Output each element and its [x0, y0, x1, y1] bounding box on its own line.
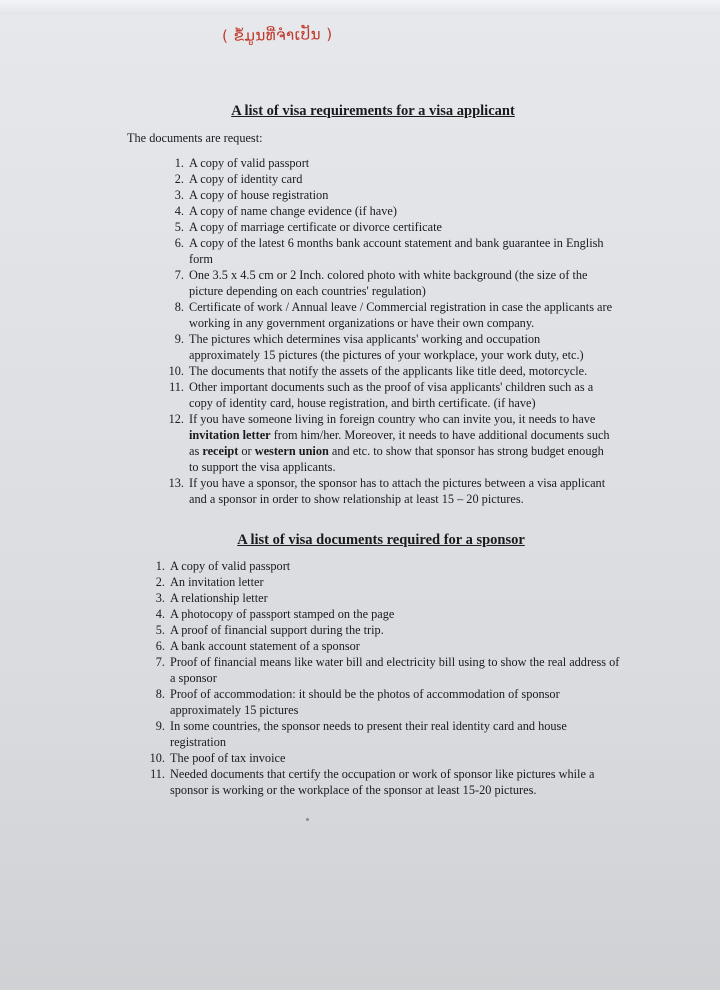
list-item — [145, 638, 620, 654]
sponsor-documents-list — [145, 558, 620, 798]
list-item — [145, 718, 620, 750]
documents-intro: The documents are request: — [127, 131, 263, 145]
list-item-text: A copy of name change evidence (if have) — [189, 204, 397, 218]
list-item-text: A photocopy of passport stamped on the page — [170, 607, 395, 621]
bold-phrase: receipt — [202, 444, 239, 458]
list-item-text: Other important documents such as the proof of visa applicants' children such as a copy of identity card, house registration, and birth certificate. (if have) — [189, 380, 594, 410]
text-run: and etc. to show that sponsor has strong budget enough to support the visa applicants. — [189, 444, 604, 474]
list-item-text: A copy of identity card — [189, 172, 303, 186]
list-item-number: 5. — [174, 220, 184, 234]
list-item-number: 4. — [155, 607, 165, 621]
list-item-number: 11. — [150, 767, 165, 781]
list-item-text: A copy of the latest 6 months bank account statement and bank guarantee in English form — [189, 236, 604, 266]
list-item — [164, 267, 614, 299]
list-item-number: 5. — [155, 623, 165, 637]
list-item-number: 6. — [155, 639, 165, 653]
bold-phrase: western union — [254, 444, 329, 458]
list-item-number: 8. — [174, 300, 184, 314]
list-item — [145, 766, 620, 798]
sponsor-documents-title: A list of visa documents required for a sponsor — [237, 532, 525, 548]
list-item-text: The documents that notify the assets of the applicants like title deed, motorcycle. — [189, 364, 588, 378]
list-item-number: 13. — [168, 476, 184, 490]
list-item — [145, 622, 620, 638]
list-item-text: A proof of financial support during the trip. — [170, 623, 384, 637]
list-item-text: Proof of accommodation: it should be the photos of accommodation of sponsor approximately 15 pictures — [170, 687, 560, 717]
list-item-text: A copy of marriage certificate or divorce certificate — [189, 220, 442, 234]
list-item-number: 7. — [174, 268, 184, 282]
list-item — [145, 558, 620, 574]
list-item-text: An invitation letter — [170, 575, 264, 589]
paper-top-edge — [0, 0, 720, 14]
list-item — [164, 187, 614, 203]
list-item — [164, 219, 614, 235]
list-item-text: A bank account statement of a sponsor — [170, 639, 360, 653]
list-item-text: Needed documents that certify the occupation or work of sponsor like pictures while a sponsor is working or the workplace of the sponsor at least 15-20 pictures. — [170, 767, 595, 797]
list-item-text: A copy of house registration — [189, 188, 329, 202]
list-item — [145, 686, 620, 718]
list-item-number: 12. — [168, 412, 184, 426]
list-item — [164, 363, 614, 379]
bold-phrase: invitation letter — [189, 428, 271, 442]
list-item — [164, 299, 614, 331]
list-item — [164, 411, 614, 475]
list-item-text: A copy of valid passport — [189, 156, 310, 170]
list-item — [145, 654, 620, 686]
list-item-number: 8. — [155, 687, 165, 701]
list-item-number: 2. — [174, 172, 184, 186]
list-item-number: 1. — [155, 559, 165, 573]
list-item-text: A copy of valid passport — [170, 559, 291, 573]
list-item — [164, 379, 614, 411]
list-item-text: If you have a sponsor, the sponsor has to attach the pictures between a visa applicant and a sponsor in order to show relationship at least 15 – 20 pictures. — [189, 476, 606, 506]
list-item-number: 9. — [174, 332, 184, 346]
list-item — [145, 750, 620, 766]
list-item-text: One 3.5 x 4.5 cm or 2 Inch. colored photo with white background (the size of the picture depending on each countries' regulation) — [189, 268, 588, 298]
list-item-number: 11. — [169, 380, 184, 394]
list-item-number: 10. — [168, 364, 184, 378]
list-item-number: 4. — [174, 204, 184, 218]
list-item-number: 6. — [174, 236, 184, 250]
list-item-number: 10. — [149, 751, 165, 765]
applicant-requirements-title: A list of visa requirements for a visa applicant — [231, 103, 515, 119]
list-item — [164, 331, 614, 363]
text-run: from him/her. Moreover, it needs to have additional documents such as — [189, 428, 610, 458]
list-item-text: The poof of tax invoice — [170, 751, 286, 765]
handwritten-note: ( ຂໍ້ມູນທີ່ຈໍາເປັນ ) — [221, 25, 333, 45]
list-item — [145, 590, 620, 606]
list-item-number: 3. — [174, 188, 184, 202]
list-item-text: Proof of financial means like water bill and electricity bill using to show the real address of a sponsor — [170, 655, 620, 685]
text-run: If you have someone living in foreign country who can invite you, it needs to have — [189, 412, 596, 426]
applicant-requirements-list — [164, 155, 614, 507]
list-item — [164, 203, 614, 219]
list-item — [164, 171, 614, 187]
paper-speck — [306, 818, 309, 821]
list-item-number: 3. — [155, 591, 165, 605]
list-item — [145, 606, 620, 622]
list-item — [145, 574, 620, 590]
list-item-text: The pictures which determines visa applicants' working and occupation approximately 15 pictures (the pictures of your workplace, your work duty, etc.) — [189, 332, 584, 362]
list-item-number: 9. — [155, 719, 165, 733]
list-item-number: 2. — [155, 575, 165, 589]
list-item — [164, 475, 614, 507]
list-item — [164, 155, 614, 171]
text-run: or — [238, 444, 255, 458]
list-item-number: 1. — [174, 156, 184, 170]
list-item-text: Certificate of work / Annual leave / Commercial registration in case the applicants are working in any government organizations or have their own company. — [189, 300, 613, 330]
list-item — [164, 235, 614, 267]
list-item-number: 7. — [155, 655, 165, 669]
list-item-text — [189, 412, 610, 474]
list-item-text: In some countries, the sponsor needs to present their real identity card and house registration — [170, 719, 567, 749]
list-item-text: A relationship letter — [170, 591, 268, 605]
